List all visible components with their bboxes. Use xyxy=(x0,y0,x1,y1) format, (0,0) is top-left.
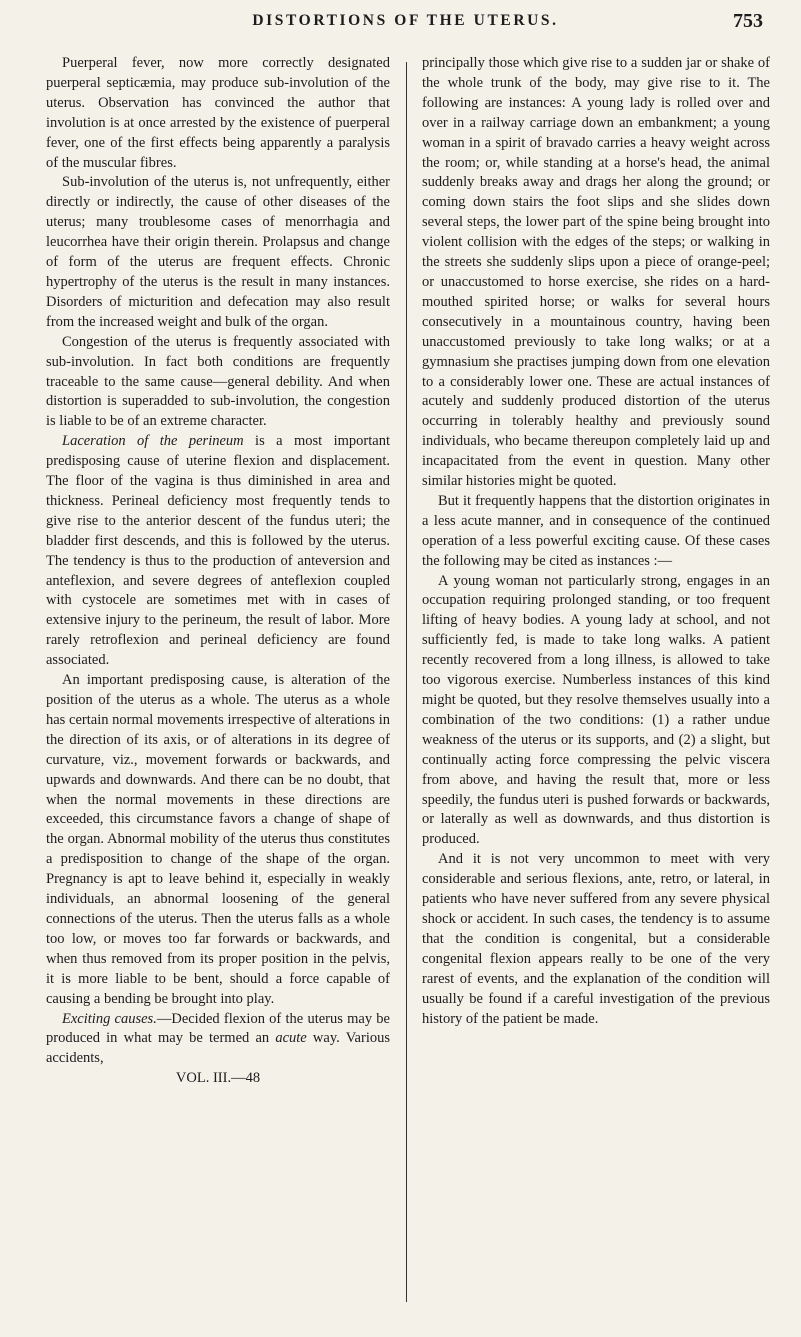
emphasis-text: acute xyxy=(275,1030,307,1047)
paragraph xyxy=(46,432,390,671)
signature-mark: VOL. III.—48 xyxy=(175,1070,261,1087)
left-column xyxy=(46,54,390,1294)
column-divider xyxy=(406,62,407,1302)
running-head: DISTORTIONS OF THE UTERUS. xyxy=(252,12,559,29)
paragraph: A young woman not particularly strong, engages in an occupation requiring prolonged standing, or too frequent lifting of heavy bodies. A young lady at school, and not sufficiently fed, is made to take long walks. A patient recently recovered from a long illness, is allowed to take too vigorous exercise. Numberless instances of this kind might be quoted, but they resolve themselves usually into a combination of the two conditions: (1) a rather undue weakness of the uterus or its supports, and (2) a slight, but continually acting force compressing the pelvic viscera from above, and having the result that, more or less speedily, the fundus uteri is pushed forwards or backwards, or laterally as well as downwards, and thus distortion is produced. xyxy=(422,572,770,848)
paragraph: But it frequently happens that the distortion originates in a less acute manner, and in consequence of the continued operation of a less powerful exciting cause. Of these cases the following may be cited as instances :— xyxy=(422,492,770,569)
paragraph: An important predisposing cause, is alteration of the position of the uterus as a whole. The uterus as a whole has certain normal movements irrespective of alterations in the direction of its axis, or of alterations in its degree of curvature, viz., movement forwards or backwards, and upwards and downwards. And there can be no doubt, that when the normal movements in these directions are exceeded, this circumstance favors a change of shape of the organ. Abnormal mobility of the uterus thus constitutes a predisposition to change of the shape of the organ. Pregnancy is apt to leave behind it, especially in weakly individuals, an abnormal loosening of the general connections of the uterus. Then the uterus falls as a whole too low, or moves too far forwards or backwards, and when thus removed from its proper position in the pelvis, it is more liable to be bent, should a force capable of causing a bending be brought into play. xyxy=(46,672,390,1007)
paragraph: Puerperal fever, now more correctly designated puerperal septicæmia, may produce sub-involution of the uterus. Observation has convinced the author that involution is at once arrested by the existence of puerperal fever, one of the first effects being apparently a paralysis of the muscular fibres. xyxy=(46,55,390,171)
paragraph: Sub-involution of the uterus is, not unfrequently, either directly or indirectly, the cause of other diseases of the uterus; many troublesome cases of menorrhagia and leucorrhea have their origin therein. Prolapsus and change of form of the uterus are frequent effects. Chronic hypertrophy of the uterus is the result in many instances. Disorders of micturition and defecation may also result from the increased weight and bulk of the organ. xyxy=(46,174,390,330)
paragraph xyxy=(46,1010,390,1070)
paragraph: Congestion of the uterus is frequently associated with sub-involution. In fact both conditions are frequently traceable to the same cause—general debility. And when distortion is superadded to sub-involution, the congestion is liable to be of an extreme character. xyxy=(46,333,390,430)
right-column xyxy=(422,54,770,1294)
page-number: 753 xyxy=(733,10,763,32)
paragraph-text: —Decided flexion of the uterus may be produced in what may be termed an xyxy=(46,1010,390,1047)
paragraph-text: way. Various accidents, xyxy=(46,1030,390,1067)
page-header xyxy=(48,12,763,42)
paragraph: And it is not very uncommon to meet with very considerable and serious flexions, ante, retro, or lateral, in patients who have never suffered from any severe physical shock or accident. In such cases, the tendency is to assume that the condition is congenital, but a considerable congenital flexion appears really to be one of the very rarest of events, and the explanation of the condition will usually be found if a careful investigation of the previous history of the patient be made. xyxy=(422,851,770,1027)
emphasis-text: Laceration of the perineum xyxy=(62,433,244,450)
paragraph: principally those which give rise to a sudden jar or shake of the whole trunk of the body, may give rise to it. The following are instances: A young lady is rolled over and over in a railway carriage down an embankment; a young woman in a spirit of bravado carries a heavy weight across the room; or, while standing at a horse's head, the animal suddenly breaks away and drags her along the ground; or coming down stairs the foot slips and she slides down several steps, the lower part of the spine being brought into violent collision with the edges of the steps; or walking in the streets she suddenly slips upon a piece of orange-peel; or unaccustomed to horse exercise, she rides on a hard-mouthed spirited horse; or walks for several hours consecutively in a mountainous country, having been unaccustomed previously to take long walks; or at a gymnasium she practises jumping down from one elevation to a considerably lower one. These are actual instances of acutely and suddenly produced distortion of the uterus occurring in tolerably healthy and previously sound individuals, who became thereupon completely laid up and incapacitated from the event in question. Many other similar histories might be quoted. xyxy=(422,55,770,490)
paragraph-text: is a most important predisposing cause of uterine flexion and displacement. The floor of the vagina is thus diminished in area and thickness. Perineal deficiency most frequently tends to give rise to the anterior descent of the fundus uteri; the bladder first descends, and this is followed by the uterus. The tendency is thus to the production of anteversion and anteflexion, and severe degrees of anteflexion coupled with cystocele are sometimes met with in cases of extensive injury to the perineum, the result of labor. More rarely retroflexion and perineal deficiency are found associated. xyxy=(46,433,390,669)
emphasis-text: Exciting causes. xyxy=(62,1010,157,1027)
